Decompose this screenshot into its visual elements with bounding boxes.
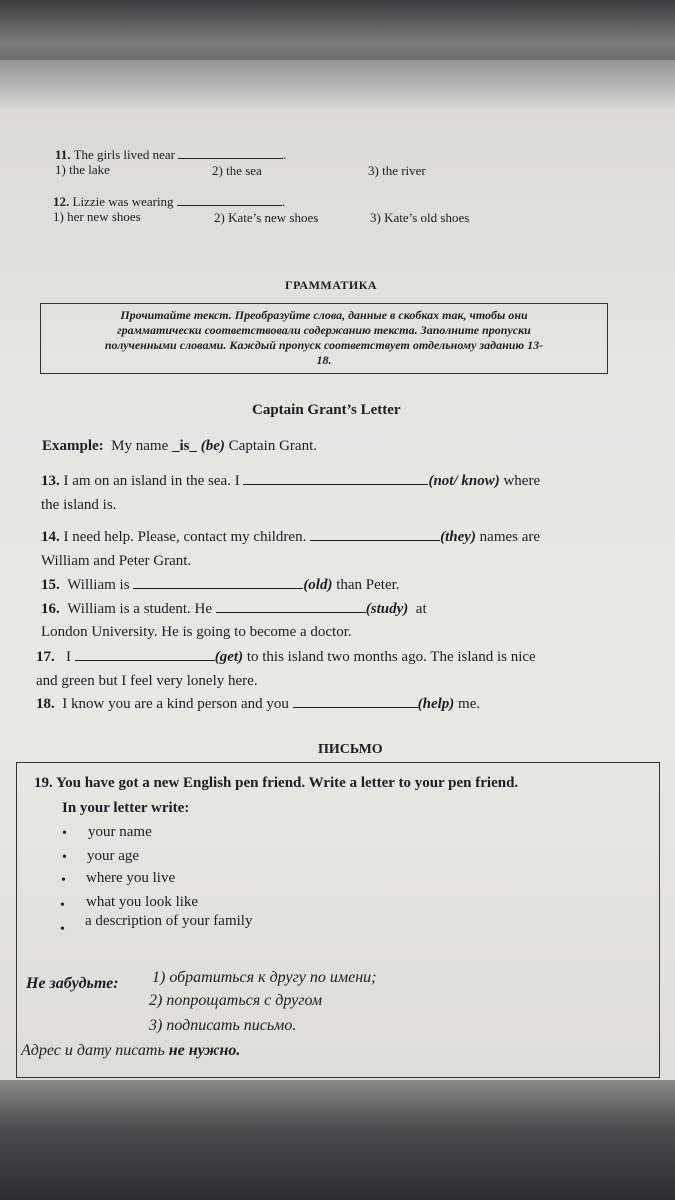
question-16 [41,600,427,618]
bullet-icon: • [61,873,66,888]
example-label: Example: [42,438,104,454]
instructions-line: 18. [316,353,332,367]
page-bottom-shadow [0,1080,675,1200]
question-13 [41,472,540,490]
question-text-end: than Peter. [336,577,400,593]
bullet-item: your age [87,848,140,864]
question-13-line-2: the island is. [41,497,117,513]
instructions-line: полученными словами. Каждый пропуск соответствует отдельному заданию 13- [104,338,544,352]
option-3: 3) Kate’s old shoes [370,210,470,225]
question-14 [41,528,540,546]
question-number: 18. [36,696,55,712]
answer-blank[interactable] [310,528,440,541]
answer-blank [177,193,282,206]
bullet-icon: • [60,898,65,913]
question-text: William is [67,577,130,593]
question-text-end: to this island two months ago. The island is nice [246,649,536,665]
answer-blank[interactable] [243,472,428,485]
question-number: 16. [41,601,60,617]
example-answer: _is_ [172,438,198,454]
option-1: 1) the lake [55,162,110,177]
question-text: The girls lived near [73,147,175,162]
writing-task-text: 19. You have got a new English pen friend. Write a letter to your pen friend. [34,775,519,791]
writing-subheading: In your letter write: [62,800,190,816]
option-3: 3) the river [368,163,426,178]
section-heading-writing: ПИСЬМО [318,742,383,757]
question-text-end: names are [479,529,541,545]
answer-blank [178,146,283,159]
page-top-shadow [0,0,675,110]
question-number: 14. [41,529,60,545]
section-heading-grammar: ГРАММАТИКА [285,278,378,292]
question-text: I am on an island in the sea. I [63,473,240,489]
answer-blank[interactable] [216,600,366,613]
example-text-end: Captain Grant. [228,438,317,454]
question-number: 13. [41,473,60,489]
instructions-text [45,308,603,368]
remember-item: 1) обратиться к другу по имени; [152,969,377,986]
word-hint: (old) [303,577,333,593]
question-text-end: where [503,473,541,489]
bullet-icon: • [60,922,65,937]
example-line [42,438,317,455]
bullet-item: a description of your family [85,913,253,929]
question-text: I need help. Please, contact my children. [63,529,307,545]
question-16-line-2: London University. He is going to become a doctor. [41,624,352,640]
question-17 [36,648,536,666]
question-number: 15. [41,577,60,593]
remember-label: Не забудьте: [26,975,119,992]
writing-footer [21,1042,240,1060]
question-text: William is a student. He [67,601,213,617]
question-17-line-2: and green but I feel very lonely here. [36,673,258,689]
bullet-icon: • [62,850,67,865]
example-hint: (be) [200,438,225,454]
answer-blank[interactable] [133,576,303,589]
word-hint: (get) [214,649,244,665]
remember-item: 2) попрощаться с другом [149,992,323,1009]
question-text-end: at [415,601,427,617]
question-18 [36,695,480,713]
question-number: 12. [53,194,70,209]
question-text: Lizzie was wearing [72,194,174,209]
question-11: 11. The girls lived near . [55,147,287,162]
bullet-item: what you look like [86,894,199,910]
question-number: 17. [36,649,55,665]
question-text: I know you are a kind person and you [62,696,289,712]
option-1: 1) her new shoes [53,209,141,224]
question-15 [41,576,400,594]
footer-text: Адрес и дату писать [21,1042,165,1059]
instructions-box [40,303,608,374]
bullet-item: where you live [86,870,176,886]
text-title: Captain Grant’s Letter [252,402,401,418]
question-text: I [66,649,71,665]
bullet-item: your name [88,824,152,840]
footer-bold-text: не нужно. [168,1042,241,1059]
example-text: My name [111,438,169,454]
answer-blank[interactable] [293,695,418,708]
question-text-end: me. [458,696,481,712]
word-hint: (study) [365,601,409,617]
answer-blank[interactable] [75,648,215,661]
question-14-line-2: William and Peter Grant. [41,553,192,569]
option-2: 2) the sea [212,163,262,178]
instructions-line: грамматически соответствовали содержанию текста. Заполните пропуски [117,323,531,337]
question-12: 12. Lizzie was wearing . [53,194,286,209]
bullet-icon: • [62,826,67,841]
question-number: 11. [55,147,71,162]
word-hint: (not/ know) [428,473,500,489]
remember-item: 3) подписать письмо. [149,1017,297,1034]
word-hint: (help) [417,696,455,712]
instructions-line: Прочитайте текст. Преобразуйте слова, данные в скобках так, чтобы они [120,308,528,322]
word-hint: (they) [440,529,476,545]
option-2: 2) Kate’s new shoes [214,210,319,225]
